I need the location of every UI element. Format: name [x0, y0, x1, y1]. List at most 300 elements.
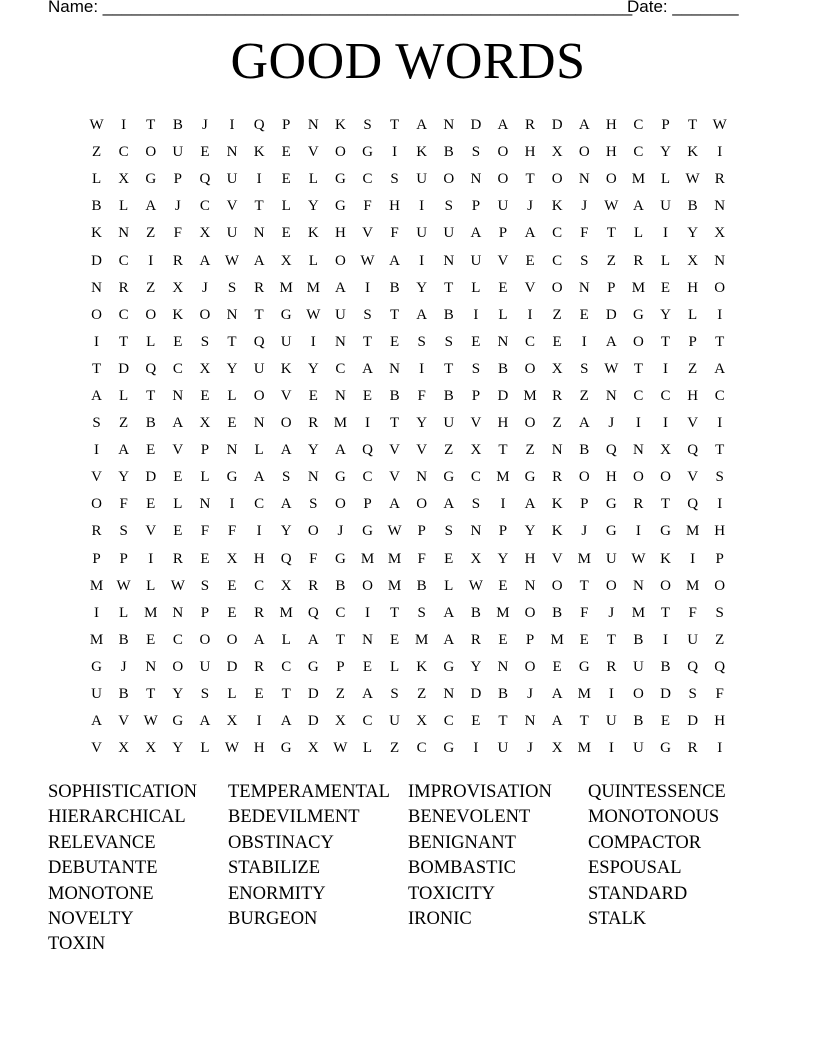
grid-letter: S [390, 686, 399, 703]
word-bank-item: MONOTONE [48, 883, 154, 904]
grid-letter: X [334, 713, 346, 730]
grid-letter: Z [715, 631, 725, 648]
grid-letter: Y [172, 686, 184, 703]
grid-letter: L [308, 252, 318, 269]
grid-letter: A [470, 225, 482, 242]
grid-letter: E [281, 225, 291, 242]
grid-letter: D [470, 686, 482, 703]
grid-letter: E [579, 631, 589, 648]
grid-letter: E [146, 496, 156, 513]
grid-letter: N [524, 713, 536, 730]
grid-letter: N [389, 360, 400, 377]
grid-letter: D [307, 713, 319, 730]
grid-letter: O [443, 171, 455, 188]
grid-letter: I [717, 306, 723, 323]
grid-letter: O [497, 171, 509, 188]
grid-letter: L [362, 740, 373, 757]
grid-letter: R [552, 387, 563, 404]
grid-letter: P [173, 171, 182, 188]
grid-letter: P [471, 387, 481, 404]
grid-letter: A [280, 496, 292, 513]
grid-letter: U [226, 171, 238, 188]
grid-letter: N [470, 171, 482, 188]
grid-letter: W [89, 117, 104, 134]
grid-letter: Y [118, 469, 130, 486]
grid-letter: L [200, 469, 210, 486]
grid-letter: F [119, 496, 128, 513]
grid-letter: R [254, 658, 265, 675]
grid-letter: T [498, 713, 508, 730]
grid-letter: L [498, 306, 508, 323]
grid-letter: A [443, 604, 455, 621]
grid-letter: G [633, 306, 644, 323]
grid-letter: B [389, 279, 400, 296]
grid-letter: H [253, 740, 265, 757]
grid-letter: B [552, 604, 563, 621]
grid-letter: D [551, 117, 563, 134]
letter-grid [83, 112, 733, 762]
grid-letter: S [417, 604, 426, 621]
grid-letter: I [527, 306, 533, 323]
grid-letter: Q [687, 442, 699, 459]
grid-letter: H [524, 550, 536, 567]
grid-letter: A [551, 713, 563, 730]
grid-letter: N [714, 252, 726, 269]
grid-letter: A [118, 442, 130, 459]
grid-letter: Q [253, 117, 265, 134]
grid-letter: V [91, 469, 102, 486]
grid-letter: Z [688, 360, 698, 377]
grid-letter: C [172, 360, 183, 377]
grid-letter: C [254, 577, 265, 594]
grid-letter: S [580, 360, 589, 377]
grid-letter: X [280, 577, 292, 594]
grid-letter: X [307, 740, 319, 757]
grid-letter: R [633, 252, 644, 269]
grid-letter: B [389, 387, 400, 404]
grid-letter: R [633, 496, 644, 513]
grid-letter: L [119, 387, 129, 404]
grid-letter: E [227, 604, 237, 621]
grid-letter: I [717, 144, 723, 161]
grid-letter: I [717, 415, 723, 432]
grid-letter: T [715, 442, 725, 459]
grid-letter: C [633, 144, 644, 161]
grid-letter: K [253, 144, 265, 161]
grid-letter: N [416, 469, 428, 486]
grid-letter: I [256, 713, 262, 730]
grid-letter: Y [226, 360, 238, 377]
grid-letter: M [360, 550, 375, 567]
grid-letter: B [443, 387, 454, 404]
grid-letter: X [714, 225, 726, 242]
grid-letter: X [199, 415, 211, 432]
grid-letter: W [333, 740, 348, 757]
grid-letter: G [280, 740, 292, 757]
grid-letter: X [145, 740, 157, 757]
grid-letter: I [581, 333, 587, 350]
grid-letter: K [307, 225, 319, 242]
grid-letter: L [660, 252, 671, 269]
grid-letter: Z [389, 740, 400, 757]
grid-letter: N [334, 387, 346, 404]
grid-letter: U [497, 740, 509, 757]
grid-letter: A [253, 469, 265, 486]
grid-letter: K [172, 306, 184, 323]
word-bank-item: BOMBASTIC [408, 858, 516, 879]
grid-letter: P [200, 604, 210, 621]
grid-letter: R [91, 523, 102, 540]
grid-letter: R [308, 415, 319, 432]
grid-letter: E [660, 713, 671, 730]
grid-letter: M [496, 469, 510, 486]
grid-letter: X [226, 550, 238, 567]
grid-letter: O [714, 279, 726, 296]
grid-letter: Y [470, 658, 482, 675]
grid-letter: E [308, 387, 318, 404]
grid-letter: M [387, 550, 402, 567]
grid-letter: X [280, 252, 292, 269]
grid-letter: R [687, 740, 698, 757]
grid-letter: A [280, 713, 292, 730]
grid-letter: U [443, 415, 455, 432]
grid-letter: A [91, 387, 102, 404]
grid-letter: U [91, 686, 102, 703]
grid-letter: M [631, 604, 646, 621]
grid-letter: T [146, 686, 156, 703]
grid-letter: K [660, 550, 671, 567]
grid-letter: W [712, 117, 727, 134]
grid-letter: U [389, 713, 400, 730]
grid-letter: G [280, 306, 292, 323]
grid-letter: I [229, 496, 235, 513]
grid-letter: E [146, 442, 156, 459]
grid-letter: E [389, 631, 400, 648]
grid-letter: I [148, 550, 154, 567]
word-bank [48, 780, 808, 958]
grid-letter: T [606, 631, 616, 648]
grid-letter: I [364, 415, 370, 432]
grid-letter: T [715, 333, 725, 350]
grid-letter: U [443, 225, 455, 242]
grid-letter: O [497, 144, 509, 161]
grid-letter: E [498, 279, 508, 296]
word-bank-item: TOXICITY [408, 883, 496, 904]
grid-letter: U [334, 306, 346, 323]
grid-letter: L [146, 333, 156, 350]
grid-letter: C [362, 469, 373, 486]
grid-letter: T [579, 577, 589, 594]
grid-letter: O [307, 523, 319, 540]
word-bank-item: BENIGNANT [408, 832, 516, 853]
word-bank-item: OBSTINACY [228, 832, 334, 853]
grid-letter: Y [687, 225, 699, 242]
grid-letter: U [280, 333, 292, 350]
grid-letter: P [119, 550, 128, 567]
word-bank-item: QUINTESSENCE [588, 782, 726, 802]
grid-letter: A [416, 306, 428, 323]
grid-letter: M [577, 686, 591, 703]
grid-letter: P [607, 279, 616, 296]
word-bank-item: COMPACTOR [588, 832, 702, 853]
grid-letter: T [660, 333, 671, 350]
grid-letter: F [390, 225, 399, 242]
grid-letter: P [200, 442, 210, 459]
grid-letter: D [605, 306, 617, 323]
grid-letter: A [497, 117, 509, 134]
grid-letter: T [525, 171, 535, 188]
grid-letter: B [633, 631, 644, 648]
grid-letter: G [334, 550, 346, 567]
grid-letter: Z [417, 686, 427, 703]
grid-letter: J [581, 523, 588, 540]
grid-letter: O [91, 496, 102, 513]
grid-letter: C [633, 387, 644, 404]
grid-letter: X [118, 171, 130, 188]
grid-letter: Q [307, 604, 319, 621]
grid-letter: Y [172, 740, 184, 757]
grid-letter: W [631, 550, 646, 567]
grid-letter: I [256, 523, 262, 540]
grid-letter: X [416, 713, 428, 730]
grid-letter: C [443, 713, 454, 730]
grid-letter: P [688, 333, 697, 350]
word-bank-item: TEMPERAMENTAL [228, 782, 390, 802]
grid-letter: P [715, 550, 724, 567]
grid-letter: N [226, 442, 238, 459]
grid-letter: O [334, 144, 346, 161]
grid-letter: N [253, 415, 265, 432]
grid-letter: O [551, 171, 563, 188]
grid-letter: R [254, 604, 265, 621]
grid-letter: V [389, 469, 400, 486]
grid-letter: N [172, 604, 184, 621]
grid-letter: E [200, 550, 210, 567]
grid-letter: B [633, 713, 644, 730]
grid-letter: M [631, 171, 646, 188]
grid-letter: E [444, 550, 454, 567]
grid-letter: N [172, 387, 184, 404]
grid-letter: X [118, 740, 130, 757]
grid-letter: N [91, 279, 102, 296]
grid-letter: S [471, 496, 481, 513]
grid-letter: L [146, 577, 156, 594]
grid-letter: A [443, 496, 455, 513]
word-bank-item: IMPROVISATION [408, 782, 552, 802]
grid-letter: S [363, 117, 372, 134]
grid-letter: L [389, 658, 400, 675]
grid-letter: U [226, 225, 238, 242]
grid-letter: A [578, 117, 590, 134]
grid-letter: U [605, 550, 617, 567]
grid-letter: I [608, 686, 614, 703]
grid-letter: A [633, 198, 644, 215]
grid-letter: V [307, 144, 319, 161]
grid-letter: E [362, 658, 373, 675]
grid-letter: T [389, 415, 400, 432]
grid-letter: K [687, 144, 699, 161]
grid-letter: J [202, 279, 208, 296]
grid-letter: S [688, 686, 697, 703]
grid-letter: N [497, 333, 509, 350]
grid-letter: B [335, 577, 346, 594]
grid-letter: P [336, 658, 345, 675]
grid-letter: J [527, 740, 533, 757]
grid-letter: W [143, 713, 158, 730]
grid-letter: I [94, 604, 100, 621]
grid-letter: C [281, 658, 292, 675]
grid-letter: N [443, 252, 455, 269]
grid-letter: M [631, 279, 646, 296]
grid-letter: A [389, 252, 400, 269]
grid-letter: T [389, 604, 400, 621]
grid-letter: H [714, 713, 726, 730]
grid-letter: V [687, 469, 699, 486]
grid-letter: I [717, 496, 723, 513]
grid-letter: E [471, 713, 481, 730]
grid-letter: Q [280, 550, 292, 567]
grid-letter: D [307, 686, 319, 703]
grid-letter: Y [307, 360, 319, 377]
grid-letter: O [633, 333, 644, 350]
grid-letter: E [227, 577, 237, 594]
grid-letter: A [334, 279, 346, 296]
grid-letter: T [254, 306, 264, 323]
grid-letter: I [690, 550, 696, 567]
grid-letter: G [172, 713, 184, 730]
grid-letter: T [146, 387, 156, 404]
grid-letter: D [470, 117, 482, 134]
grid-letter: O [605, 577, 617, 594]
grid-letter: M [685, 577, 700, 594]
grid-letter: E [173, 523, 183, 540]
grid-letter: A [362, 360, 373, 377]
grid-letter: E [362, 387, 373, 404]
grid-letter: C [660, 387, 671, 404]
grid-letter: T [606, 225, 616, 242]
grid-letter: N [443, 117, 455, 134]
grid-letter: S [200, 333, 210, 350]
grid-letter: I [310, 333, 316, 350]
grid-letter: A [362, 686, 373, 703]
grid-letter: E [254, 686, 264, 703]
grid-letter: P [363, 496, 372, 513]
grid-letter: H [389, 198, 400, 215]
grid-letter: D [687, 713, 699, 730]
grid-letter: N [551, 442, 563, 459]
grid-letter: H [334, 225, 346, 242]
grid-letter: C [525, 333, 536, 350]
grid-letter: T [362, 333, 373, 350]
grid-letter: C [362, 171, 373, 188]
grid-letter: C [552, 252, 563, 269]
grid-letter: L [471, 279, 481, 296]
grid-letter: S [363, 306, 372, 323]
grid-letter: N [145, 658, 157, 675]
grid-letter: O [524, 415, 536, 432]
grid-letter: C [118, 144, 129, 161]
grid-letter: V [687, 415, 699, 432]
grid-letter: K [334, 117, 346, 134]
grid-letter: C [118, 306, 129, 323]
grid-letter: L [227, 686, 237, 703]
grid-letter: M [523, 387, 537, 404]
grid-letter: Q [605, 442, 617, 459]
grid-letter: P [661, 117, 670, 134]
grid-letter: I [635, 415, 641, 432]
grid-letter: N [226, 144, 238, 161]
grid-letter: K [416, 658, 428, 675]
grid-letter: V [226, 198, 238, 215]
grid-letter: E [281, 144, 291, 161]
grid-letter: L [254, 442, 264, 459]
grid-letter: W [224, 740, 240, 757]
grid-letter: V [551, 550, 563, 567]
grid-letter: B [579, 442, 590, 459]
grid-letter: F [417, 387, 426, 404]
grid-letter: Z [146, 279, 156, 296]
grid-letter: A [443, 631, 455, 648]
grid-letter: G [362, 144, 373, 161]
grid-letter: S [471, 360, 481, 377]
grid-letter: I [500, 496, 506, 513]
grid-letter: N [714, 198, 726, 215]
word-bank-item: RELEVANCE [48, 832, 156, 853]
grid-letter: K [551, 198, 563, 215]
grid-letter: I [419, 252, 425, 269]
grid-letter: G [226, 469, 238, 486]
word-bank-item: ENORMITY [228, 883, 326, 904]
grid-letter: D [91, 252, 102, 269]
grid-letter: X [470, 550, 482, 567]
grid-letter: G [443, 658, 455, 675]
grid-letter: T [91, 360, 102, 377]
grid-letter: F [715, 686, 724, 703]
grid-letter: R [172, 252, 183, 269]
grid-letter: W [224, 252, 240, 269]
grid-letter: L [227, 387, 237, 404]
grid-letter: R [308, 577, 319, 594]
grid-letter: T [119, 333, 129, 350]
grid-letter: A [253, 252, 265, 269]
grid-letter: C [172, 631, 183, 648]
grid-letter: E [200, 387, 210, 404]
grid-letter: U [687, 631, 699, 648]
grid-letter: Y [416, 415, 428, 432]
grid-letter: S [227, 279, 237, 296]
grid-letter: I [419, 198, 425, 215]
grid-letter: Y [660, 306, 671, 323]
grid-letter: I [94, 333, 100, 350]
grid-letter: V [524, 279, 536, 296]
grid-letter: K [416, 144, 428, 161]
grid-letter: H [524, 144, 536, 161]
grid-letter: F [580, 225, 589, 242]
grid-letter: V [91, 740, 102, 757]
grid-letter: R [254, 279, 265, 296]
grid-letter: X [470, 442, 482, 459]
grid-letter: O [91, 306, 102, 323]
grid-letter: T [146, 117, 156, 134]
grid-letter: A [145, 198, 157, 215]
grid-letter: R [118, 279, 129, 296]
grid-letter: E [173, 469, 183, 486]
grid-letter: R [470, 631, 481, 648]
word-bank-item: ESPOUSAL [588, 858, 682, 879]
grid-letter: Z [119, 415, 129, 432]
grid-letter: X [199, 225, 211, 242]
grid-letter: F [173, 225, 182, 242]
